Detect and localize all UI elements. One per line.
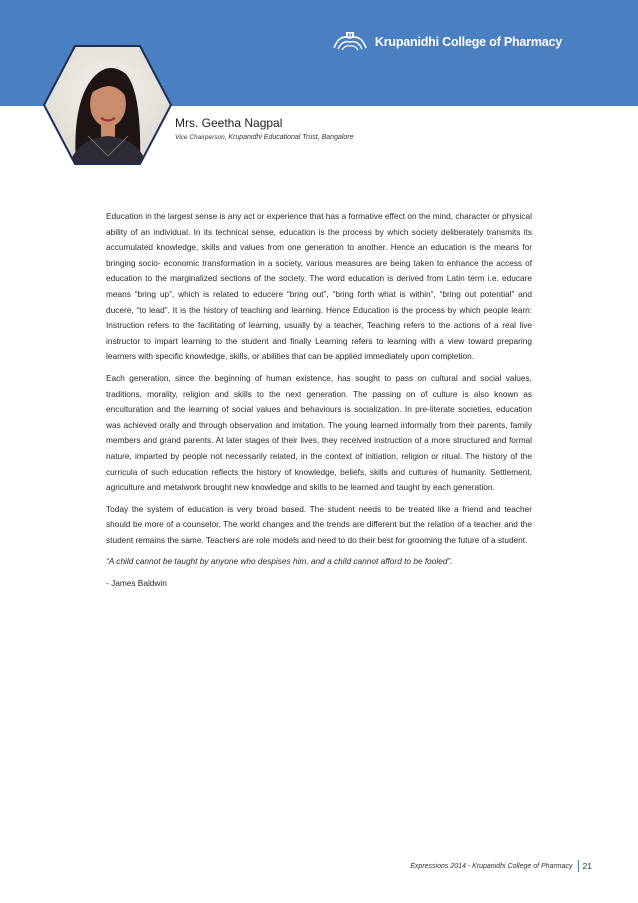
quote: “A child cannot be taught by anyone who despises him, and a child cannot afford to be fooled”. bbox=[106, 556, 453, 567]
paragraph: Each generation, since the beginning of human existence, has sought to pass on cultural and social values, traditions, morality, religion and skills to the next generation. The passing on of culture is also known as enculturation and the learning of social values and behaviours is socialization. In pre-literate societies, education was achieved orally and through observation and imitation. The young learned informally from their parents, family members and grand parents. At later stages of their lives, they received instruction of a more structured and formal nature, imparted by people not necessarily related, in the context of initiation, religion or ritual. The history of the curricula of such education reflects the history of knowledge, beliefs, skills and cultures of humanity. Settlement, agriculture and metalwork brought new knowledge and skills to be learned and taught by each generation. bbox=[106, 372, 532, 493]
author-name: Mrs. Geetha Nagpal bbox=[175, 116, 283, 130]
author-role bbox=[175, 134, 354, 141]
message-body bbox=[106, 209, 532, 598]
quote-attribution: - James Baldwin bbox=[106, 578, 167, 589]
logo-text: Krupanidhi College of Pharmacy bbox=[374, 35, 562, 49]
paragraph: Education in the largest sense is any act or experience that has a formative effect on the mind, character or physical ability of an individual. In its technical sense, education is the process by which society deliberately transmits its accumulated knowledge, skills and values from one generation to another. Hence an education is the means for bringing socio- economic transformation in a society, various measures are being taken to enhance the access of education to the marginalized sections of the society. The word education is derived from Latin term i.e. educare means “bring up”, which is related to educere “bring out”, “bring forth what is within”, “bring out potential” and ducere, “to lead”. It is the history of teaching and learning. Hence Education is the process by which people learn: Instruction refers to the facilitating of learning, usually by a teacher, Teaching refers to the actions of a real live instructor to impart learning to the student and finally Learning refers to learning with a view toward preparing learners with specific knowledge, skills, or abilities that can be applied immediately upon completion. bbox=[106, 211, 532, 362]
author-title: Vice Chairperson, bbox=[175, 134, 227, 141]
page-number: 21 bbox=[582, 861, 592, 871]
page-footer bbox=[410, 860, 592, 872]
pharmacy-logo-icon bbox=[331, 30, 369, 54]
publication-title: Expressions 2014 - Krupanidhi College of Pharmacy bbox=[410, 862, 573, 870]
portrait-photo bbox=[42, 44, 173, 166]
paragraph: Today the system of education is very broad based. The student needs to be treated like a friend and teacher should be more of a counselor. The world changes and the trends are different but the relation of a teacher and the student remains the same. Teachers are role models and need to do their best for grooming the future of a student. bbox=[106, 503, 532, 545]
author-organization: Krupanidhi Educational Trust, Bangalore bbox=[228, 134, 354, 141]
college-logo bbox=[331, 30, 562, 54]
footer-divider bbox=[578, 860, 579, 872]
